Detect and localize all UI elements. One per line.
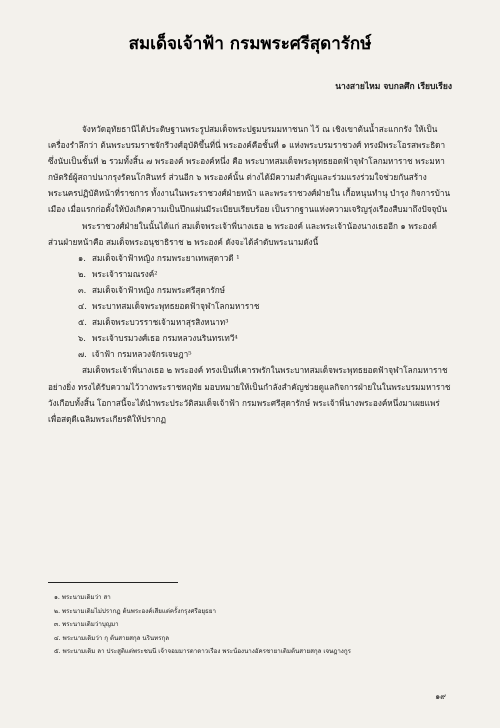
list-item-number: ๖. [78,333,86,344]
list-item [48,282,452,298]
list-item-number: ๔. [78,301,87,312]
list-item [48,330,452,346]
footnote-divider [48,582,178,583]
page-number: ๑๙ [435,692,446,701]
list-item-number: ๑. [78,252,86,263]
royal-list [48,250,452,363]
list-item-text: พระเจ้าบรมวงศ์เธอ กรมหลวงนรินทรเทวี⁴ [92,333,238,344]
list-item [48,250,452,266]
author-credit: นางสายไหม จบกลศึก เรียบเรียง [335,82,452,92]
list-item [48,314,452,330]
lineage-paragraph: พระราชวงศ์ฝ่ายในนั้นได้แก่ สมเด็จพระเจ้าพี่นางเธอ ๒ พระองค์ และพระเจ้าน้องนางเธออีก ๑ พระองค์ ส่วนฝ่ายหน้าคือ สมเด็จพระอนุชาธิราช ๒ พระองค์ ดังจะได้ลำดับพระนามดังนี้ [48,220,437,247]
footnotes [48,591,452,659]
body-text [48,121,452,427]
list-item-text: เจ้าฟ้า กรมหลวงจักรเจษฎา⁵ [92,349,192,360]
footnote: ๔. พระนามเดิมว่า กุ ต้นสายสกุล นรินทรกุล [54,634,170,642]
list-item-text: พระบาทสมเด็จพระพุทธยอดฟ้าจุฬาโลกมหาราช [92,301,260,312]
closing-paragraph: สมเด็จพระเจ้าพี่นางเธอ ๒ พระองค์ ทรงเป็นที่เคารพรักในพระบาทสมเด็จพระพุทธยอดฟ้าจุฬาโลกมหาราช อย่างยิ่ง ทรงได้รับความไว้วางพระราชหฤทัย มอบหมายให้เป็นกำลังสำคัญช่วยดูแลกิจการฝ่ายในในพระบรมมหาราชวังเกือบทั้งสิ้น โอกาสนี้จะได้นำพระประวัติสมเด็จเจ้าฟ้า กรมพระศรีสุดารักษ์ พระเจ้าพี่นางพระองค์หนึ่งมาเผยแพร่ เพื่อสดุดีเฉลิมพระเกียรติให้ปรากฏ [48,365,451,424]
page-title: สมเด็จเจ้าฟ้า กรมพระศรีสุดารักษ์ [128,34,372,54]
footnote: ๑. พระนามเดิมว่า สา [54,594,111,601]
list-item-number: ๗. [78,349,87,360]
footnote: ๕. พระนามเดิม ลา ประสูติแต่พระชนนี เจ้าจอมมารดาดาวเรือง พระน้องนางอัครชายาเดิมต้นสายสกุล เจษฎางกูร [54,648,351,656]
list-item [48,346,452,362]
list-item [48,298,452,314]
list-item-text: สมเด็จเจ้าฟ้าหญิง กรมพระยาเทพสุดาวดี ¹ [92,252,240,263]
list-item-text: สมเด็จพระบวรราชเจ้ามหาสุรสิงหนาท³ [92,317,229,328]
list-item [48,266,452,282]
footnote: ๓. พระนามเดิมว่าบุญมา [54,621,119,629]
intro-paragraph: จังหวัดอุทัยธานีได้ประดิษฐานพระรูปสมเด็จพระปฐมบรมมหาชนก ไว้ ณ เชิงเขาต้นน้ำสะแกกรัง ให้เป็นเครื่องรำลึกว่า ต้นพระบรมราชจักรีวงศ์อุบัติขึ้นที่นี่ พระองค์คือชั้นที่ ๑ แห่งพระบรมราชวงศ์ ทรงมีพระโอรสพระธิดาซึ่งนับเป็นชั้นที่ ๒ รวมทั้งสิ้น ๗ พระองค์ พระองค์หนึ่ง คือ พระบาทสมเด็จพระพุทธยอดฟ้าจุฬาโลกมหาราช พระมหากษัตริย์ผู้สถาปนากรุงรัตนโกสินทร์ ส่วนอีก ๖ พระองค์นั้น ต่างได้มีความสำคัญและร่วมแรงร่วมใจช่วยกันสร้างพระนครปฏิบัติหน้าที่ราชการ ทั้งงานในพระราชวงศ์ฝ่ายหน้า และพระราชวงศ์ฝ่ายใน เกื้อหนุนทำนุ บำรุง กิจการบ้านเมือง เมื่อแรกก่อตั้งให้บังเกิดความเป็นปึกแผ่นมีระเบียบเรียบร้อย เป็นรากฐานแห่งความเจริญรุ่งเรืองสืบมาถึงปัจจุบัน [48,124,451,215]
list-item-text: สมเด็จเจ้าฟ้าหญิง กรมพระศรีสุดารักษ์ [92,284,226,295]
list-item-number: ๕. [78,317,87,328]
list-item-number: ๓. [78,284,87,295]
list-item-text: พระเจ้ารามณรงค์² [92,268,158,279]
footnote: ๒. พระนามเดิมไม่ปรากฏ ต้นพระองค์เสียแต่ครั้งกรุงศรีอยุธยา [54,607,216,615]
list-item-number: ๒. [78,268,86,279]
